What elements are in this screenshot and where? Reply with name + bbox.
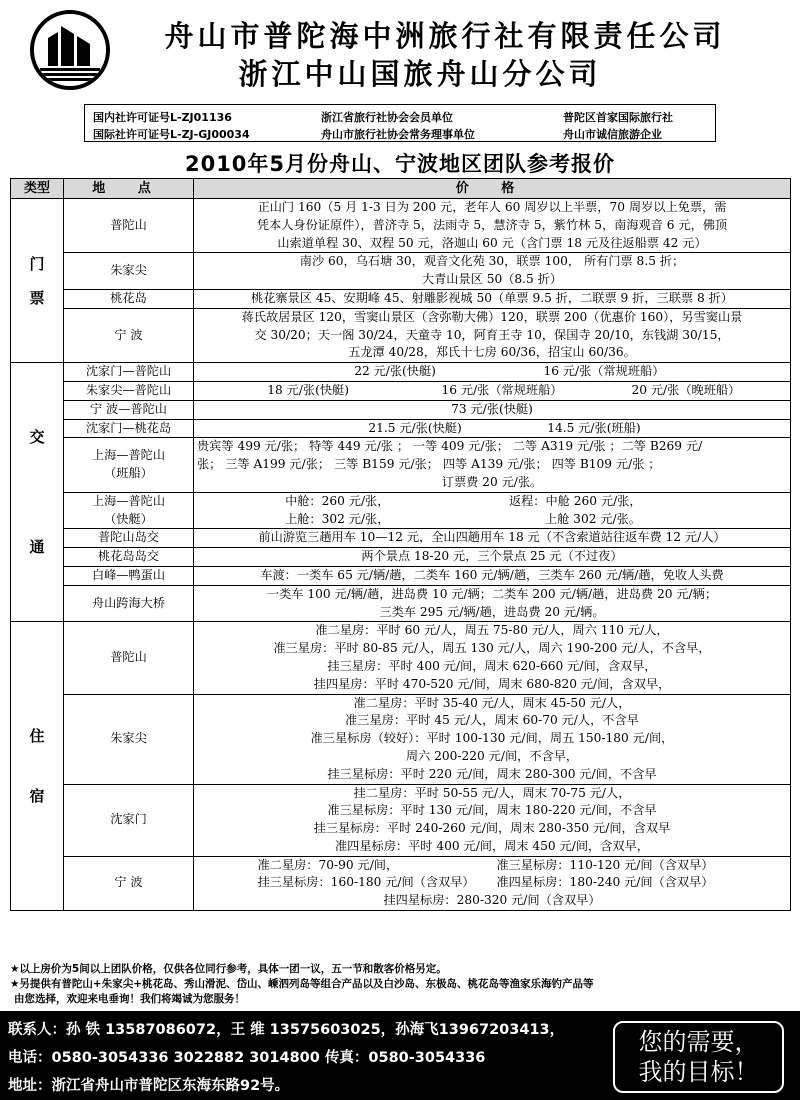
price-cell: 车渡：一类车 65 元/辆/趟，二类车 160 元/辆/趟，三类车 260 元/辆/趟，免收人头费 — [194, 566, 791, 585]
table-row — [11, 253, 791, 290]
place-line: 上海—普陀山 — [91, 448, 166, 463]
price-line: 三类车 295 元/辆/趟，进岛费 20 元/辆。 — [379, 604, 605, 619]
header-type: 类型 — [11, 179, 64, 199]
table-row — [11, 529, 791, 548]
place-cell: 宁 波 — [64, 308, 194, 362]
table-row — [11, 438, 791, 492]
price-table — [10, 178, 791, 911]
price-cell — [194, 381, 791, 400]
place-cell — [64, 438, 194, 492]
note-line: ★以上房价为5间以上团队价格，仅供各位同行参考，具体一团一议，五一节和散客价格另定。 — [10, 963, 447, 975]
category-lodging — [11, 622, 64, 911]
price-cell — [194, 438, 791, 492]
place-cell: 朱家尖—普陀山 — [64, 381, 194, 400]
price-line: 张； 三等 A199 元/张； 三等 B159 元/张； 四等 A139 元/张； 四等 B109 元/张 ； — [197, 457, 661, 472]
price-cell — [194, 199, 791, 253]
category-transport — [11, 363, 64, 622]
price-line: 挂四星房：平时 470-520 元/间，周末 680-820 元/间，含双早， — [313, 676, 671, 691]
table-row — [11, 363, 791, 382]
price-line: 交 30/20；天一阁 30/24，天童寺 10，阿育王寺 10，保国寺 20/10，东钱湖 30/15， — [254, 327, 730, 342]
table-header-row — [11, 179, 791, 199]
place-cell: 沈家门—桃花岛 — [64, 419, 194, 438]
honor-first-intl: 普陀区首家国际旅行社 — [563, 111, 673, 124]
table-row — [11, 381, 791, 400]
price-line: 准三星标房（较好）：平时 100-130 元/间，周五 150-180 元/间， — [310, 731, 674, 746]
table-row — [11, 694, 791, 784]
table-row — [11, 492, 791, 529]
price-line: 凭本人身份证原件），普济寺 5，法雨寺 5，慧济寺 5，紫竹林 5，南海观音 6 元，佛顶 — [256, 217, 728, 232]
price-cell — [194, 308, 791, 362]
price-line: 五龙潭 40/28，郑氏十七房 60/36，招宝山 60/36。 — [348, 345, 636, 360]
price-item: 准三星标房：110-120 元/间（含双早） — [496, 857, 714, 872]
price-line: 挂三星标房：平时 220 元/间，周末 280-300 元/间，不含早 — [327, 766, 657, 781]
price-line: 正山门 160（5 月 1-3 日为 200 元，老年人 60 周岁以上半票，70 周岁以上免票，需 — [257, 200, 727, 214]
place-cell: 朱家尖 — [64, 694, 194, 784]
price-line: 南沙 60，乌石塘 30，观音文化苑 30，联票 100， 所有门票 8.5 折； — [299, 254, 685, 269]
domestic-license: 国内社许可证号L-ZJ01136 — [93, 111, 232, 124]
price-cell — [194, 253, 791, 290]
price-cell — [194, 694, 791, 784]
price-cell — [194, 289, 791, 308]
table-row — [11, 548, 791, 567]
category-char: 通 — [29, 538, 45, 557]
price-item: 返程：中舱 260 元/张， — [508, 493, 642, 508]
association-member: 浙江省旅行社协会会员单位 — [321, 111, 453, 124]
price-line: 桃花寨景区 45、安期峰 45、射雕影视城 50（单票 9.5 折，二联票 9 折，三联票 8 折） — [251, 290, 733, 305]
address: 地址：浙江省舟山市普陀区东海东路92号。 — [8, 1078, 290, 1094]
international-license: 国际社许可证号L-ZJ-GJ00034 — [93, 128, 250, 141]
license-box — [84, 104, 716, 142]
price-line: 挂三星标房：平时 240-260 元/间，周末 280-350 元/间，含双早 — [313, 821, 671, 836]
place-cell: 白峰—鸭蛋山 — [64, 566, 194, 585]
price-item: 18 元/张(快艇) — [267, 382, 349, 397]
price-line: 订票费 20 元/张。 — [441, 474, 543, 489]
price-item: 上舱 302 元/张。 — [544, 511, 641, 526]
category-char: 票 — [29, 288, 45, 307]
place-cell: 普陀山 — [64, 199, 194, 253]
price-line: 准四星标房：平时 400 元/间，周末 450 元/间，含双早， — [335, 838, 649, 853]
price-line: 周六 200-220 元/间，不含早， — [405, 748, 579, 763]
honor-integrity: 舟山市诚信旅游企业 — [563, 128, 662, 141]
price-item: 挂三星标房：160-180 元/间（含双早） — [257, 875, 475, 890]
contact-persons: 联系人：孙 铁 13587086072，王 维 13575603025，孙海飞13967203413， — [8, 1022, 565, 1038]
slogan-line: 您的需要， — [638, 1028, 759, 1056]
place-cell: 朱家尖 — [64, 253, 194, 290]
price-line: 一类车 100 元/辆/趟，进岛费 10 元/辆；二类车 200 元/辆/趟，进岛费 20 元/辆； — [266, 586, 718, 601]
notes — [10, 962, 792, 1007]
price-cell: 两个景点 18-20 元，三个景点 25 元（不过夜） — [194, 548, 791, 567]
category-char: 门 — [29, 254, 45, 273]
table-row — [11, 856, 791, 910]
price-line: 准二星房：平时 60 元/人，周五 75-80 元/人，周六 110 元/人， — [315, 623, 669, 638]
slogan-box — [613, 1021, 784, 1093]
price-line: 挂二星房：平时 50-55 元/人，周末 70-75 元/人， — [353, 785, 631, 800]
table-row — [11, 400, 791, 419]
place-cell — [64, 492, 194, 529]
phone-fax: 电话：0580-3054336 3022882 3014800 传真：0580-3054336 — [8, 1050, 486, 1066]
price-item: 21.5 元/张(快艇) — [368, 420, 462, 435]
table-row — [11, 199, 791, 253]
slogan-line: 我的目标！ — [638, 1058, 759, 1086]
table-row — [11, 289, 791, 308]
association-director: 舟山市旅行社协会常务理事单位 — [321, 128, 475, 141]
price-cell: 前山游览三趟用车 10—12 元，全山四趟用车 18 元（不含索道站往返车费 12 元/人） — [194, 529, 791, 548]
price-cell — [194, 622, 791, 694]
document-title: 2010年5月份舟山、宁波地区团队参考报价 — [184, 152, 616, 176]
price-item: 22 元/张(快艇) — [354, 364, 436, 379]
price-item: 中舱：260 元/张， — [285, 493, 390, 508]
price-line: 准三星房：平时 80-85 元/人，周五 130 元/人，周六 190-200 元/人，不含早， — [273, 641, 711, 656]
price-line: 准二星房：平时 35-40 元/人，周末 45-50 元/人， — [353, 695, 631, 710]
price-line: 蒋氏故居景区 120，雪窦山景区（含弥勒大佛）120，联票 200（优惠价 160），另雪窦山景 — [241, 309, 743, 324]
price-line: 准三星房：平时 45 元/人，周末 60-70 元/人，不含早 — [345, 713, 639, 728]
price-cell — [194, 856, 791, 910]
price-cell — [194, 363, 791, 382]
price-item: 16 元/张（常规班船） — [543, 364, 665, 379]
place-cell: 宁 波 — [64, 856, 194, 910]
table-row — [11, 585, 791, 622]
price-cell — [194, 492, 791, 529]
price-line: 挂四星标房：280-320 元/间（含双早） — [383, 893, 601, 908]
price-cell — [194, 419, 791, 438]
place-cell: 舟山跨海大桥 — [64, 585, 194, 622]
table-row — [11, 566, 791, 585]
place-cell: 桃花岛岛交 — [64, 548, 194, 567]
header-price: 价 格 — [194, 179, 791, 199]
note-line: ★另提供有普陀山+朱家尖+桃花岛、秀山滑泥、岱山、嵊泗列岛等组合产品以及白沙岛、东极岛、桃花岛等渔家乐海钓产品等 — [10, 978, 594, 990]
table-row — [11, 622, 791, 694]
price-item: 16 元/张（常规班船） — [441, 382, 563, 397]
price-item: 14.5 元/张(班船) — [547, 420, 641, 435]
place-cell: 沈家门 — [64, 784, 194, 856]
price-cell — [194, 585, 791, 622]
note-line: 由您选择，欢迎来电垂询！我们将竭诚为您服务！ — [14, 993, 245, 1005]
price-item: 20 元/张（晚班船） — [631, 382, 741, 397]
place-cell: 沈家门—普陀山 — [64, 363, 194, 382]
contact-footer — [0, 1011, 800, 1100]
category-char: 交 — [29, 428, 45, 447]
price-cell — [194, 784, 791, 856]
category-char: 宿 — [29, 787, 45, 806]
company-name-line2: 浙江中山国旅舟山分公司 — [238, 57, 602, 91]
table-row — [11, 419, 791, 438]
place-line: （班船） — [104, 466, 153, 481]
header-place: 地 点 — [64, 179, 194, 199]
category-char: 住 — [29, 727, 45, 746]
price-item: 准四星标房：180-240 元/间（含双早） — [496, 875, 714, 890]
price-line: 大青山景区 50（8.5 折） — [421, 272, 563, 287]
price-cell: 73 元/张(快艇) — [194, 400, 791, 419]
place-cell: 桃花岛 — [64, 289, 194, 308]
place-line: 上海—普陀山 — [91, 493, 166, 508]
price-line: 贵宾等 499 元/张； 特等 449 元/张 ； 一等 409 元/张； 二等 A319 元/张 ；二等 B269 元/ — [197, 439, 703, 454]
price-item: 上舱：302 元/张， — [285, 511, 390, 526]
table-row — [11, 308, 791, 362]
company-name-line1: 舟山市普陀海中洲旅行社有限责任公司 — [164, 19, 726, 53]
place-cell: 普陀山岛交 — [64, 529, 194, 548]
price-line: 山索道单程 30、双程 50 元，洛迦山 60 元（含门票 18 元及往返船票 42 元） — [277, 235, 707, 250]
price-line: 准三星标房：平时 130 元/间，周末 180-220 元/间，不含早 — [327, 803, 657, 818]
place-line: （快艇） — [104, 511, 153, 526]
place-cell: 宁 波—普陀山 — [64, 400, 194, 419]
price-item: 准二星房：70-90 元/间， — [257, 857, 399, 872]
table-row — [11, 784, 791, 856]
category-tickets — [11, 199, 64, 363]
place-cell: 普陀山 — [64, 622, 194, 694]
price-line: 挂三星房：平时 400 元/间，周末 620-660 元/间，含双早， — [327, 658, 657, 673]
